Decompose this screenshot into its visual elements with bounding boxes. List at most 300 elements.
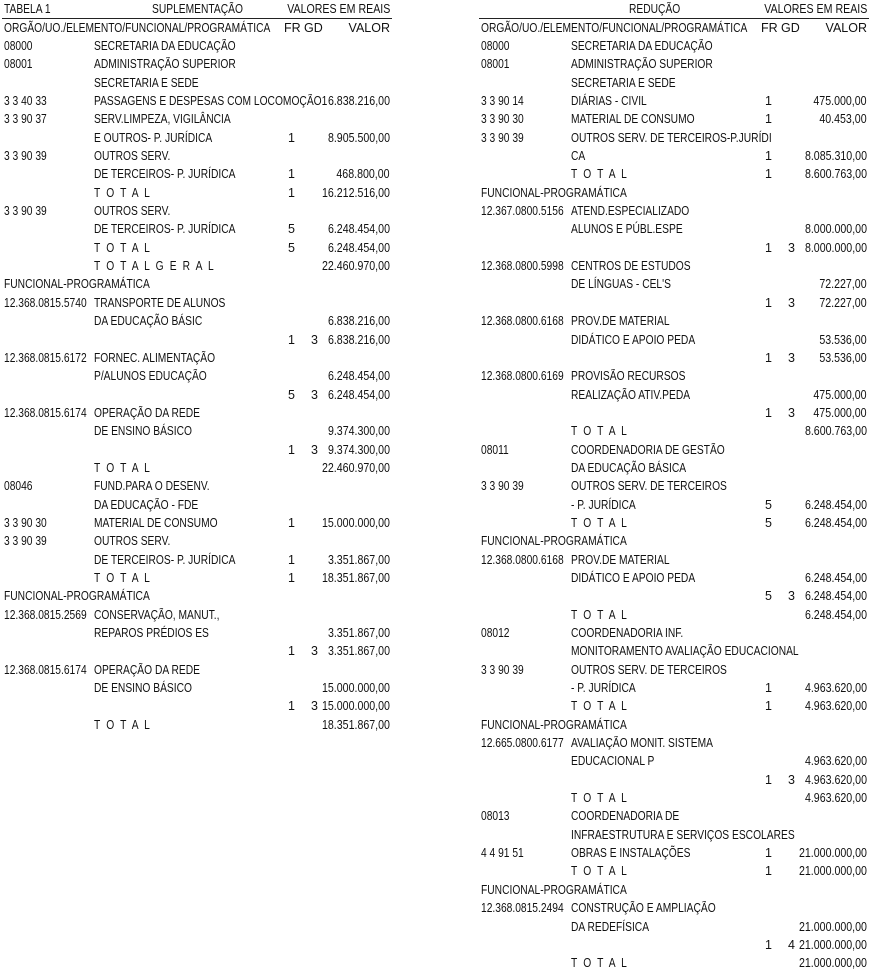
row-gd: 4	[788, 937, 795, 952]
row-code: 08046	[4, 479, 33, 494]
table-row	[2, 679, 392, 697]
row-description: DE TERCEIROS- P. JURÍDICA	[94, 552, 236, 567]
table-row	[2, 404, 392, 422]
row-code: FUNCIONAL-PROGRAMÁTICA	[4, 589, 150, 604]
row-fr: 1	[765, 681, 772, 696]
row-code: 12.368.0800.6168	[481, 314, 564, 329]
row-description: - P. JURÍDICA	[571, 681, 636, 696]
row-value: 53.536,00	[819, 350, 867, 365]
row-value: 8.000.000,00	[804, 240, 867, 255]
row-code: 12.368.0800.5998	[481, 259, 564, 274]
row-code: 12.368.0815.6174	[4, 662, 87, 677]
row-description: REALIZAÇÃO ATIV.PEDA	[571, 387, 691, 402]
row-description: T O T A L	[571, 607, 629, 622]
table-row	[479, 771, 869, 789]
table-row	[2, 697, 392, 715]
row-code: 08001	[4, 57, 33, 72]
table-row	[2, 110, 392, 128]
row-fr: 5	[765, 497, 772, 512]
row-description: TRANSPORTE DE ALUNOS	[94, 295, 226, 310]
row-description: T O T A L	[571, 424, 629, 439]
row-description: DE ENSINO BÁSICO	[94, 424, 192, 439]
row-gd: 3	[788, 772, 795, 787]
column-headers	[2, 19, 392, 37]
col-code-header: ORGÃO/UO./ELEMENTO/FUNCIONAL/PROGRAMÁTICA	[481, 21, 748, 35]
table-row	[2, 441, 392, 459]
row-fr: 1	[765, 699, 772, 714]
row-description: T O T A L	[94, 185, 152, 200]
row-gd: 3	[788, 589, 795, 604]
table-row	[479, 532, 869, 550]
row-description: ATEND.ESPECIALIZADO	[571, 204, 690, 219]
row-description: OPERAÇÃO DA REDE	[94, 405, 200, 420]
row-description: DE TERCEIROS- P. JURÍDICA	[94, 222, 236, 237]
row-fr: 1	[288, 185, 295, 200]
row-value: 4.963.620,00	[804, 681, 867, 696]
row-description: ALUNOS E PÚBL.ESPE	[571, 222, 683, 237]
row-fr: 1	[765, 846, 772, 861]
row-value: 8.600.763,00	[804, 167, 867, 182]
row-value: 6.248.454,00	[327, 369, 390, 384]
row-code: FUNCIONAL-PROGRAMÁTICA	[481, 717, 627, 732]
row-value: 72.227,00	[819, 277, 867, 292]
table-row	[2, 642, 392, 660]
table-row	[479, 752, 869, 770]
row-code: 3 3 40 33	[4, 94, 47, 109]
table-row	[479, 587, 869, 605]
table-row	[479, 496, 869, 514]
table-row	[479, 734, 869, 752]
table-header	[2, 0, 392, 19]
row-code: 3 3 90 39	[4, 204, 47, 219]
table-row	[2, 165, 392, 183]
table-body	[479, 37, 869, 973]
row-value: 15.000.000,00	[322, 515, 390, 530]
row-fr: 5	[288, 240, 295, 255]
table-row	[2, 275, 392, 293]
table-row	[2, 716, 392, 734]
row-description: DA EDUCAÇÃO BÁSIC	[94, 314, 203, 329]
row-description: COORDENADORIA INF.	[571, 626, 684, 640]
row-description: T O T A L	[94, 717, 152, 732]
row-value: 6.248.454,00	[804, 607, 867, 622]
row-value: 40.453,00	[819, 112, 867, 127]
row-fr: 1	[765, 112, 772, 127]
row-code: 08001	[481, 57, 510, 72]
table-row	[2, 569, 392, 587]
table-row	[2, 74, 392, 92]
table-row	[2, 202, 392, 220]
table-row	[479, 331, 869, 349]
row-description: AVALIAÇÃO MONIT. SISTEMA	[571, 736, 714, 751]
row-value: 3.351.867,00	[327, 644, 390, 659]
row-fr: 5	[765, 589, 772, 604]
row-gd: 3	[311, 332, 318, 347]
row-gd: 3	[788, 295, 795, 310]
col-fr-header: FR	[761, 21, 778, 35]
row-description: T O T A L	[571, 791, 629, 806]
row-value: 8.905.500,00	[327, 130, 390, 145]
row-value: 21.000.000,00	[799, 846, 867, 861]
row-description: EDUCACIONAL P	[571, 754, 655, 769]
row-description: PROVISÃO RECURSOS	[571, 369, 686, 384]
table-row	[479, 92, 869, 110]
row-fr: 1	[765, 350, 772, 365]
row-description: OBRAS E INSTALAÇÕES	[571, 846, 691, 861]
row-value: 6.248.454,00	[804, 589, 867, 604]
row-code: 3 3 90 39	[4, 534, 47, 549]
row-fr: 1	[288, 515, 295, 530]
row-description: CONSTRUÇÃO E AMPLIAÇÃO	[571, 901, 716, 916]
table-row	[2, 624, 392, 642]
table-row	[2, 55, 392, 73]
row-description: T O T A L	[571, 515, 629, 530]
row-gd: 3	[788, 350, 795, 365]
table-row	[2, 312, 392, 330]
table-row	[479, 441, 869, 459]
row-value: 6.248.454,00	[804, 497, 867, 512]
row-value: 21.000.000,00	[799, 956, 867, 971]
table-row	[2, 422, 392, 440]
row-description: OUTROS SERV. DE TERCEIROS-P.JURÍDI	[571, 130, 772, 145]
row-fr: 1	[765, 864, 772, 879]
row-value: 3.351.867,00	[327, 552, 390, 567]
row-value: 6.838.216,00	[327, 332, 390, 347]
table-row	[2, 386, 392, 404]
row-code: 08000	[481, 39, 510, 53]
row-value: 18.351.867,00	[322, 717, 390, 732]
row-description: SECRETARIA E SEDE	[94, 75, 199, 90]
row-description: OUTROS SERV. DE TERCEIROS	[571, 479, 727, 494]
table-row	[2, 92, 392, 110]
row-code: 12.368.0800.6168	[481, 552, 564, 567]
table-row	[479, 239, 869, 257]
row-description: FORNEC. ALIMENTAÇÃO	[94, 350, 216, 365]
table-row	[479, 807, 869, 825]
row-code: 3 3 90 30	[481, 112, 524, 127]
row-description: DIÁRIAS - CIVIL	[571, 94, 647, 109]
table-row	[2, 349, 392, 367]
row-description: E OUTROS- P. JURÍDICA	[94, 130, 213, 145]
table-row	[2, 496, 392, 514]
table-row	[479, 624, 869, 642]
table-row	[2, 367, 392, 385]
table-row	[2, 532, 392, 550]
row-description: DA EDUCAÇÃO BÁSICA	[571, 460, 687, 475]
row-description: DE ENSINO BÁSICO	[94, 681, 192, 696]
table-row	[479, 569, 869, 587]
row-description: DE TERCEIROS- P. JURÍDICA	[94, 167, 236, 182]
table-row	[479, 404, 869, 422]
row-code: 3 3 90 39	[4, 149, 47, 164]
row-code: 08011	[481, 442, 509, 457]
row-code: 12.368.0815.2569	[4, 607, 87, 622]
row-description: MATERIAL DE CONSUMO	[571, 112, 695, 127]
col-valor-header: VALOR	[348, 21, 390, 35]
row-code: FUNCIONAL-PROGRAMÁTICA	[481, 185, 627, 200]
row-fr: 1	[765, 295, 772, 310]
row-fr: 5	[765, 515, 772, 530]
row-fr: 1	[765, 937, 772, 952]
row-code: 12.368.0800.6169	[481, 369, 564, 384]
row-code: 3 3 90 39	[481, 130, 524, 145]
table-label: TABELA 1	[4, 2, 51, 16]
row-description: MATERIAL DE CONSUMO	[94, 515, 218, 530]
section-title: SUPLEMENTAÇÃO	[152, 2, 243, 16]
col-valor-header: VALOR	[825, 21, 867, 35]
row-description: OUTROS SERV. DE TERCEIROS	[571, 662, 727, 677]
row-description: PASSAGENS E DESPESAS COM LOCOMOÇÃO1	[94, 94, 328, 109]
row-value: 21.000.000,00	[799, 864, 867, 879]
table-row	[479, 459, 869, 477]
row-description: OUTROS SERV.	[94, 534, 171, 549]
row-fr: 1	[288, 332, 295, 347]
row-value: 6.248.454,00	[327, 222, 390, 237]
table-row	[479, 37, 869, 55]
table-row	[2, 606, 392, 624]
table-row	[479, 716, 869, 734]
row-gd: 3	[788, 240, 795, 255]
table-row	[479, 220, 869, 238]
table-row	[479, 642, 869, 660]
row-description: DA REDEFÍSICA	[571, 919, 650, 934]
row-description: SECRETARIA DA EDUCAÇÃO	[571, 39, 713, 53]
row-value: 53.536,00	[819, 332, 867, 347]
table-row	[479, 661, 869, 679]
row-description: SERV.LIMPEZA, VIGILÂNCIA	[94, 112, 231, 127]
table-row	[479, 312, 869, 330]
row-code: 12.368.0815.6172	[4, 350, 87, 365]
table-row	[2, 551, 392, 569]
table-row	[479, 275, 869, 293]
row-gd: 3	[311, 644, 318, 659]
row-description: SECRETARIA DA EDUCAÇÃO	[94, 39, 236, 53]
table-row	[2, 220, 392, 238]
row-fr: 1	[288, 442, 295, 457]
row-description: CENTROS DE ESTUDOS	[571, 259, 691, 274]
row-description: P/ALUNOS EDUCAÇÃO	[94, 369, 207, 384]
table-row	[479, 257, 869, 275]
row-description: T O T A L	[571, 956, 629, 971]
row-description: COORDENADORIA DE GESTÃO	[571, 442, 725, 457]
row-description: T O T A L	[94, 570, 152, 585]
table-row	[2, 37, 392, 55]
row-value: 21.000.000,00	[799, 919, 867, 934]
table-row	[479, 606, 869, 624]
table-row	[2, 661, 392, 679]
row-code: 3 3 90 14	[481, 94, 524, 109]
reducao-table	[479, 0, 869, 973]
table-row	[2, 129, 392, 147]
row-description: DIDÁTICO E APOIO PEDA	[571, 570, 696, 585]
table-row	[479, 936, 869, 954]
table-row	[2, 184, 392, 202]
row-value: 4.963.620,00	[804, 699, 867, 714]
row-description: T O T A L G E R A L	[94, 259, 216, 274]
row-value: 3.351.867,00	[327, 626, 390, 640]
row-fr: 1	[288, 130, 295, 145]
row-code: 12.368.0815.2494	[481, 901, 564, 916]
row-description: ADMINISTRAÇÃO SUPERIOR	[94, 57, 236, 72]
table-row	[479, 789, 869, 807]
row-description: DIDÁTICO E APOIO PEDA	[571, 332, 696, 347]
row-value: 6.248.454,00	[327, 387, 390, 402]
table-row	[479, 349, 869, 367]
row-code: 08012	[481, 626, 510, 640]
row-fr: 1	[765, 167, 772, 182]
row-fr: 1	[288, 570, 295, 585]
table-row	[479, 826, 869, 844]
row-value: 4.963.620,00	[804, 791, 867, 806]
row-description: T O T A L	[571, 864, 629, 879]
row-description: OUTROS SERV.	[94, 204, 171, 219]
table-row	[2, 239, 392, 257]
row-description: CA	[571, 149, 586, 164]
table-row	[479, 422, 869, 440]
row-value: 475.000,00	[813, 387, 867, 402]
row-code: 3 3 90 37	[4, 112, 47, 127]
values-label: VALORES EM REAIS	[286, 2, 390, 16]
row-value: 21.000.000,00	[799, 937, 867, 952]
row-code: 3 3 90 39	[481, 479, 524, 494]
row-code: FUNCIONAL-PROGRAMÁTICA	[481, 882, 627, 897]
table-row	[2, 587, 392, 605]
row-description: SECRETARIA E SEDE	[571, 75, 676, 90]
table-body	[2, 37, 392, 734]
row-description: OUTROS SERV.	[94, 149, 171, 164]
section-title: REDUÇÃO	[629, 2, 681, 16]
table-row	[479, 367, 869, 385]
row-code: FUNCIONAL-PROGRAMÁTICA	[4, 277, 150, 292]
row-value: 8.000.000,00	[804, 222, 867, 237]
row-value: 475.000,00	[813, 94, 867, 109]
table-row	[2, 459, 392, 477]
row-value: 22.460.970,00	[322, 460, 390, 475]
table-row	[479, 74, 869, 92]
table-row	[2, 477, 392, 495]
row-value: 8.085.310,00	[804, 149, 867, 164]
row-fr: 1	[765, 149, 772, 164]
column-headers	[479, 19, 869, 37]
row-value: 9.374.300,00	[327, 424, 390, 439]
table-row	[479, 679, 869, 697]
table-row	[479, 110, 869, 128]
table-row	[479, 697, 869, 715]
row-value: 22.460.970,00	[322, 259, 390, 274]
table-row	[479, 514, 869, 532]
table-row	[2, 331, 392, 349]
row-value: 4.963.620,00	[804, 772, 867, 787]
row-code: 08000	[4, 39, 33, 53]
row-fr: 1	[288, 167, 295, 182]
table-row	[2, 294, 392, 312]
suplementacao-table	[2, 0, 392, 734]
row-code: 12.368.0815.6174	[4, 405, 87, 420]
row-value: 4.963.620,00	[804, 754, 867, 769]
row-description: - P. JURÍDICA	[571, 497, 636, 512]
table-row	[2, 514, 392, 532]
row-gd: 3	[311, 699, 318, 714]
table-row	[479, 294, 869, 312]
table-row	[479, 147, 869, 165]
row-code: 4 4 91 51	[481, 846, 524, 861]
row-description: T O T A L	[94, 460, 152, 475]
row-code: 12.368.0815.5740	[4, 295, 87, 310]
values-label: VALORES EM REAIS	[763, 2, 867, 16]
row-description: OPERAÇÃO DA REDE	[94, 662, 200, 677]
row-description: ADMINISTRAÇÃO SUPERIOR	[571, 57, 713, 72]
row-value: 475.000,00	[813, 405, 867, 420]
row-description: PROV.DE MATERIAL	[571, 552, 670, 567]
row-value: 15.000.000,00	[322, 699, 390, 714]
row-gd: 3	[311, 387, 318, 402]
row-description: MONITORAMENTO AVALIAÇÃO EDUCACIONAL	[571, 644, 799, 659]
row-description: FUND.PARA O DESENV.	[94, 479, 210, 494]
row-fr: 1	[288, 644, 295, 659]
col-code-header: ORGÃO/UO./ELEMENTO/FUNCIONAL/PROGRAMÁTICA	[4, 21, 271, 35]
row-description: CONSERVAÇÃO, MANUT.,	[94, 607, 220, 622]
table-row	[479, 165, 869, 183]
row-code: 3 3 90 30	[4, 515, 47, 530]
row-fr: 5	[288, 222, 295, 237]
row-code: 12.367.0800.5156	[481, 204, 564, 219]
row-code: FUNCIONAL-PROGRAMÁTICA	[481, 534, 627, 549]
row-fr: 1	[765, 94, 772, 109]
row-value: 72.227,00	[819, 295, 867, 310]
row-description: T O T A L	[94, 240, 152, 255]
row-description: T O T A L	[571, 167, 629, 182]
row-fr: 1	[288, 699, 295, 714]
table-row	[479, 954, 869, 972]
table-row	[479, 55, 869, 73]
row-value: 16.212.516,00	[322, 185, 390, 200]
row-description: REPAROS PRÉDIOS ES	[94, 626, 209, 640]
table-row	[479, 551, 869, 569]
row-description: DE LÍNGUAS - CEL'S	[571, 277, 671, 292]
row-code: 12.665.0800.6177	[481, 736, 564, 751]
table-row	[479, 386, 869, 404]
row-fr: 1	[765, 405, 772, 420]
row-value: 468.800,00	[336, 167, 390, 182]
row-fr: 1	[765, 772, 772, 787]
row-code: 3 3 90 39	[481, 662, 524, 677]
table-header	[479, 0, 869, 19]
col-gd-header: GD	[304, 21, 323, 35]
row-gd: 3	[788, 405, 795, 420]
row-value: 15.000.000,00	[322, 681, 390, 696]
row-value: 9.374.300,00	[327, 442, 390, 457]
table-row	[479, 881, 869, 899]
table-row	[479, 129, 869, 147]
row-code: 08013	[481, 809, 510, 824]
row-value: 6.838.216,00	[327, 94, 390, 109]
table-row	[479, 477, 869, 495]
row-fr: 1	[288, 552, 295, 567]
row-description: T O T A L	[571, 699, 629, 714]
table-row	[479, 202, 869, 220]
row-value: 8.600.763,00	[804, 424, 867, 439]
row-value: 6.838.216,00	[327, 314, 390, 329]
table-row	[479, 862, 869, 880]
table-row	[479, 844, 869, 862]
table-row	[479, 184, 869, 202]
row-description: DA EDUCAÇÃO - FDE	[94, 497, 199, 512]
col-gd-header: GD	[781, 21, 800, 35]
row-fr: 5	[288, 387, 295, 402]
table-row	[2, 257, 392, 275]
row-value: 6.248.454,00	[804, 515, 867, 530]
col-fr-header: FR	[284, 21, 301, 35]
